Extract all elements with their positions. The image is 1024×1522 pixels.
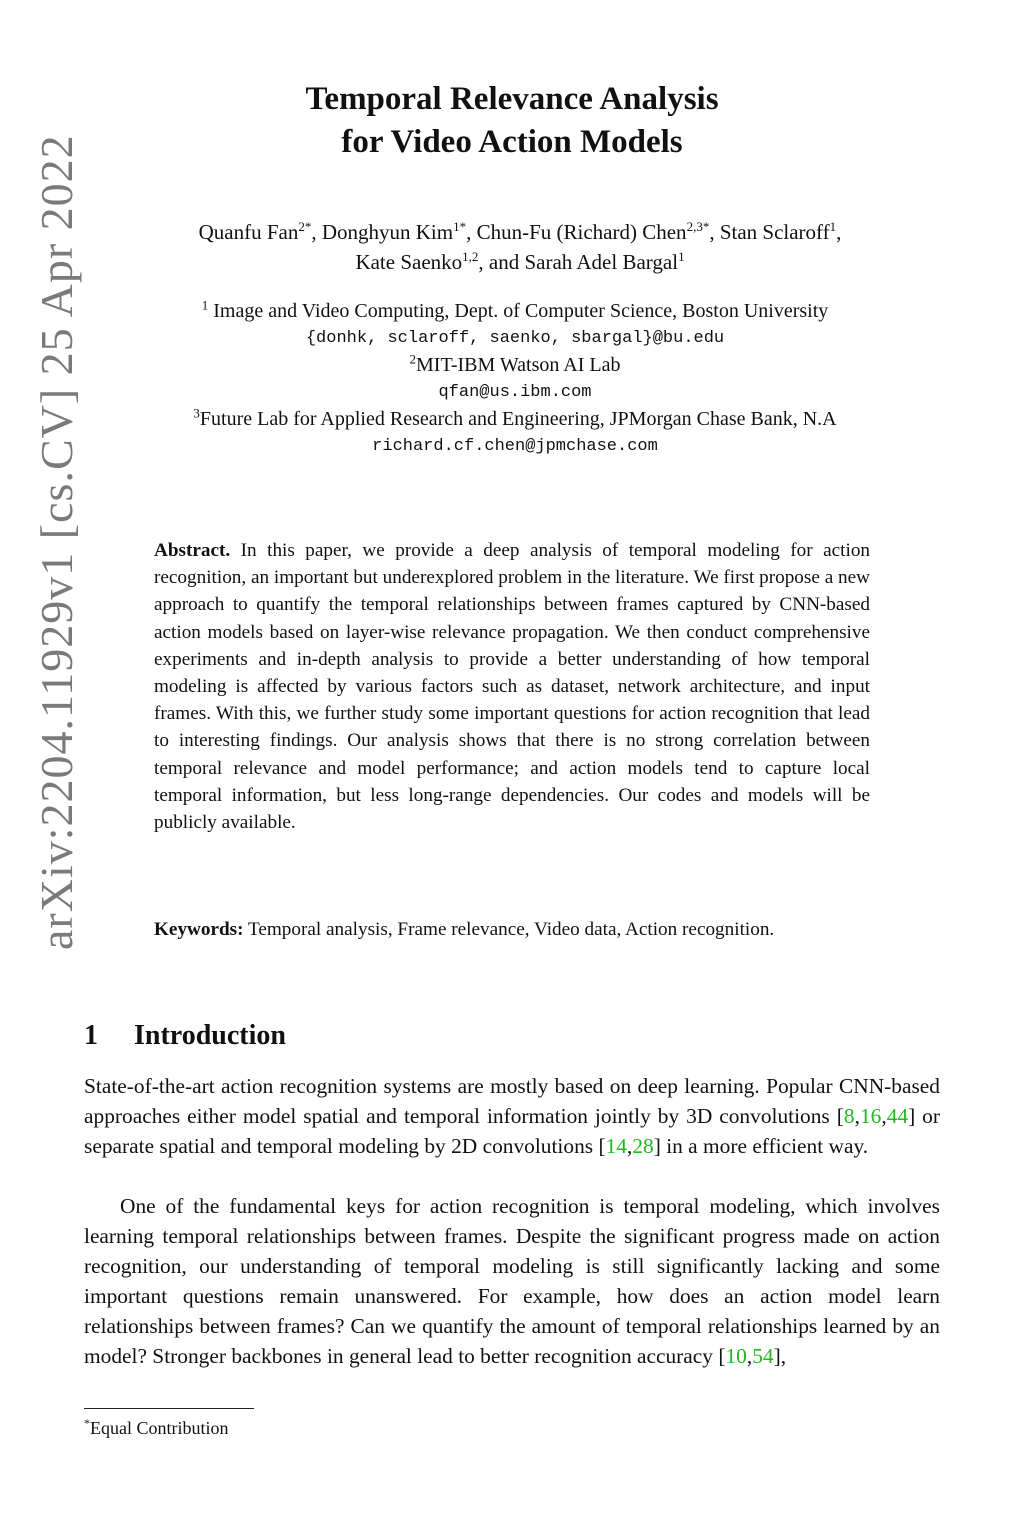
affiliation-3: $^3$Future Lab for Applied Research and Engineering, JPMorgan Chase Bank, N.A [193,405,837,430]
section-number: 1 [84,1020,98,1051]
author-sup: 1* [453,219,467,234]
citation-link[interactable]: 14 [605,1134,627,1158]
citation-link[interactable]: 8 [843,1104,855,1128]
affiliation-1-email: {donhk, sclaroff, saenko, sbargal}@bu.edu [305,329,725,348]
paper-title [150,78,874,164]
affiliations [80,298,950,460]
author-name: Sarah Adel Bargal [524,250,679,274]
citation-link[interactable]: 54 [752,1344,774,1368]
author-sup: 2,3* [686,219,710,234]
footnote-mark: * [84,1416,90,1430]
arxiv-stamp: arXiv:2204.11929v1 [cs.CV] 25 Apr 2022 [31,134,82,950]
author-name: Stan Sclaroff [719,220,830,244]
author-name: Donghyun Kim [321,220,454,244]
footnote [84,1416,229,1439]
author-name: Chun-Fu (Richard) Chen [476,220,687,244]
affiliation-2: $^2$MIT-IBM Watson AI Lab [409,351,621,376]
title-line-2: for Video Action Models [341,124,683,160]
author-sup: 1 [678,249,685,264]
abstract [154,537,870,836]
section-title: Introduction [134,1020,286,1051]
author-sup: 1,2 [462,249,479,264]
affiliation-1: $^1$ Image and Video Computing, Dept. of Computer Science, Boston University [201,297,829,322]
author-sup: 2* [298,219,312,234]
title-line-1: Temporal Relevance Analysis [305,81,719,117]
keywords-text: Temporal analysis, Frame relevance, Video data, Action recognition. [247,919,775,940]
author-name: Kate Saenko [355,250,463,274]
citation-link[interactable]: 16 [859,1104,882,1128]
intro-paragraph-1: State-of-the-art action recognition systems are mostly based on deep learning. Popular CNN-based approaches either model spatial and temporal information jointly by 3D convolutions [8,16,44] or separate spatial and temporal modeling by 2D convolutions [14,28] in a more efficient way. [84,1074,940,1158]
author-list: Quanfu Fan$^{2*}$, Donghyun Kim$^{1*}$, Chun-Fu (Richard) Chen$^{2,3*}$, Stan Sclaroff$^1$, Kate Saenko$^{1,2}$, and Sarah Adel Bargal$^1$ [198,219,842,274]
citation-link[interactable]: 28 [632,1134,654,1158]
affiliation-3-email: richard.cf.chen@jpmchase.com [372,437,658,456]
abstract-label: Abstract. [154,540,231,561]
abstract-text: In this paper, we provide a deep analysis of temporal modeling for action recognition, an important but underexplored problem in the literature. We first propose a new approach to quantify the temporal relationships between frames captured by CNN-based action models based on layer-wise relevance propagation. We then conduct comprehensive experiments and in-depth analysis to provide a better understanding of how temporal modeling is affected by various factors such as dataset, network architecture, and input frames. With this, we further study some important questions for action recognition that lead to interesting findings. Our analysis shows that there is no strong correlation between temporal relevance and model performance; and action models tend to capture local temporal information, but less long-range dependencies. Our codes and models will be publicly available. [154,540,871,834]
footnote-text: Equal Contribution [90,1418,229,1438]
affiliation-2-email: qfan@us.ibm.com [438,383,592,402]
citation-link[interactable]: 10 [725,1344,747,1368]
keywords-label: Keywords: [154,919,244,940]
keywords [154,916,870,943]
author-sup: 1 [829,219,837,234]
citation-link[interactable]: 44 [886,1104,909,1128]
section-heading [84,1020,286,1052]
footnote-rule [84,1408,254,1409]
author-name: Quanfu Fan [198,220,299,244]
intro-paragraph-2: One of the fundamental keys for action recognition is temporal modeling, which involves learning temporal relationships between frames. Despite the significant progress made on action recognition, our understanding of temporal modeling is still significantly lacking and some important questions remain unanswered. For example, how does an action model learn relationships between frames? Can we quantify the amount of temporal relationships learned by an model? Stronger backbones in general lead to better recognition accuracy [10,54], [84,1194,940,1368]
